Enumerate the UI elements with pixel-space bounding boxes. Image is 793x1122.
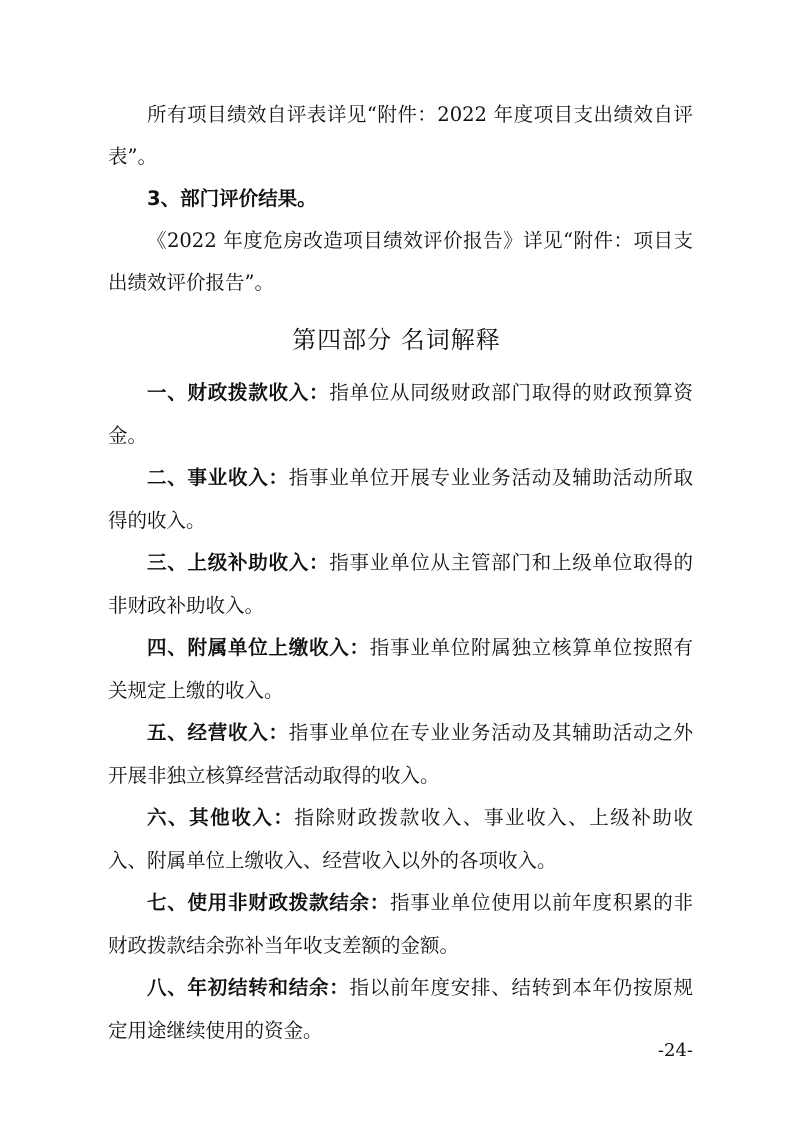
definition-item [108,712,693,797]
top-section [108,94,693,304]
definition-desc: 指除财政拨款收入、事业收入、上级补助收入、附属单位上缴收入、经营收入以外的各项收入。 [108,806,693,872]
definition-item [108,882,693,967]
item-3-title: 3、部门评价结果。 [147,187,317,210]
definition-desc: 指以前年度安排、结转到本年仍按原规定用途继续使用的资金。 [108,976,693,1042]
definition-desc: 指单位从同级财政部门取得的财政预算资金。 [108,381,693,447]
definition-item [108,967,693,1052]
definition-term: 八、年初结转和结余： [147,976,350,999]
definition-item [108,372,693,457]
definition-item [108,457,693,542]
definition-item [108,542,693,627]
page-number: -24- [657,1040,693,1061]
definition-desc: 指事业单位在专业业务活动及其辅助活动之外开展非独立核算经营活动取得的收入。 [108,721,693,787]
definitions-list [108,372,693,1052]
paragraph-evaluation-report: 《2022 年度危房改造项目绩效评价报告》详见“附件：项目支出绩效评价报告”。 [108,229,693,294]
definition-term: 四、附属单位上缴收入： [147,636,370,659]
definition-term: 一、财政拨款收入： [147,381,330,404]
paragraph-self-evaluation: 所有项目绩效自评表详见“附件：2022 年度项目支出绩效自评表”。 [108,103,693,168]
definition-term: 五、经营收入： [147,721,289,744]
definition-term: 六、其他收入： [147,806,295,829]
definition-desc: 指事业单位从主管部门和上级单位取得的非财政补助收入。 [108,551,693,617]
definition-item [108,627,693,712]
section-heading: 第四部分 名词解释 [292,326,501,354]
definition-term: 二、事业收入： [147,466,289,489]
definition-term: 七、使用非财政拨款结余： [147,891,390,914]
definition-item [108,797,693,882]
definition-desc: 指事业单位附属独立核算单位按照有关规定上缴的收入。 [108,636,693,702]
definition-desc: 指事业单位开展专业业务活动及辅助活动所取得的收入。 [108,466,693,532]
definition-term: 三、上级补助收入： [147,551,330,574]
definition-desc: 指事业单位使用以前年度积累的非财政拨款结余弥补当年收支差额的金额。 [108,891,693,957]
